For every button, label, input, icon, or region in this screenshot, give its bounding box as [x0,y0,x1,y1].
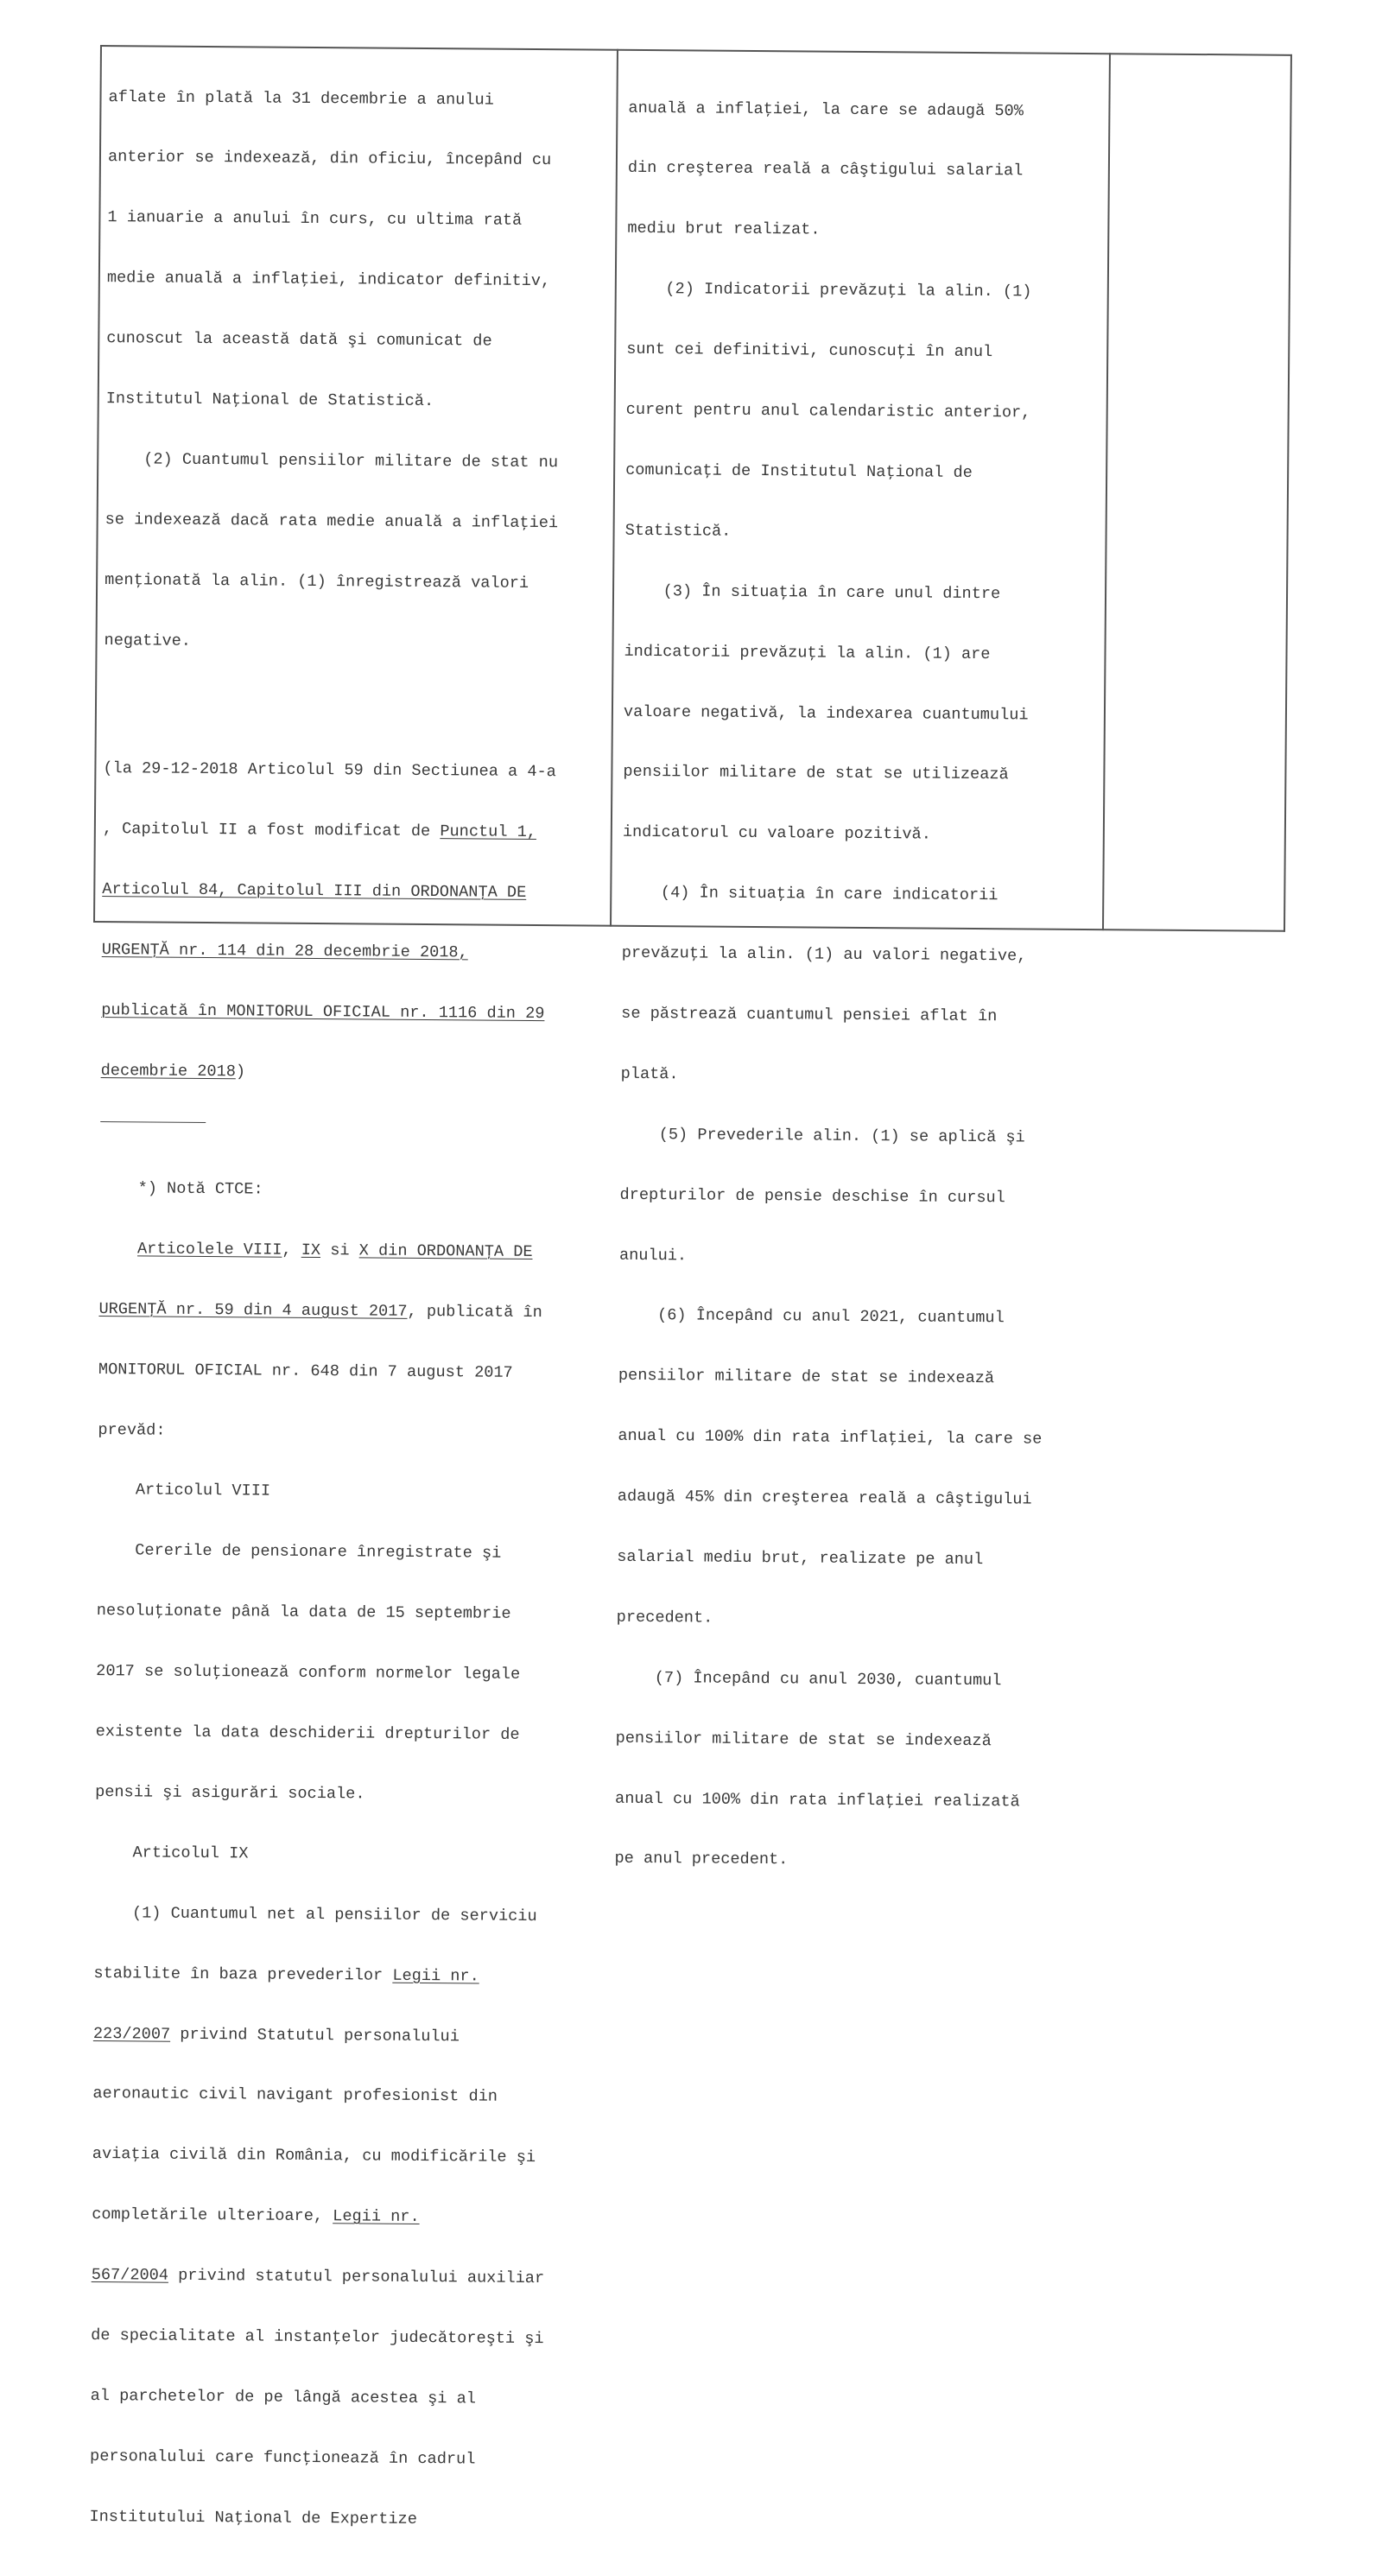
para-text: privind Statutul personalului [170,2025,460,2046]
para-line: pensiilor militare de stat se indexează [615,1729,992,1750]
amendment-text: , Capitolul II a fost modificat de [102,820,441,841]
para-line [93,1964,547,1987]
column-middle-text [614,58,1053,1913]
para-line: personalului care funcţionează în cadrul [89,2446,476,2469]
para-line: pensiilor militare de stat se utilizează [623,763,1009,784]
para-line: anual cu 100% din rata inflaţiei realizată [614,1789,1020,1811]
para-line: aflate în plată la 31 decembrie a anului [108,87,494,110]
para-line: al parchetelor de pe lângă acestea şi al [90,2386,477,2408]
para-text: completările ulterioare, [92,2205,333,2226]
para-text: privind statutul personalului auxiliar [168,2266,545,2288]
para-line: indicatorii prevăzuţi la alin. (1) are [624,642,991,663]
amendment-link[interactable]: Punctul 1, [440,822,537,841]
para-line: 1 ianuarie a anului în curs, cu ultima rată [107,208,523,231]
para-line: anterior se indexează, din oficiu, începând cu [107,148,552,170]
para-line: precedent. [616,1608,713,1627]
amendment-note [101,1061,555,1084]
para-line: comunicaţi de Institutul Naţional de [625,460,973,482]
law-link[interactable]: 223/2007 [92,2024,171,2044]
note-link[interactable]: IX [301,1240,321,1259]
para-line: Cererile de pensionare înregistrate şi [135,1541,502,1564]
para-line: (4) În situaţia în care indicatorii [622,883,998,905]
note-text: si [320,1240,359,1260]
para-line: existente la data deschiderii drepturilor de [95,1723,520,1744]
column-divider-2 [1102,53,1110,930]
para-line: aviaţia civilă din România, cu modificările şi [92,2145,536,2167]
para-line: prevăzuţi la alin. (1) au valori negative, [621,943,1027,966]
note-text: , [282,1240,301,1259]
note-line [99,1239,553,1262]
para-line: adaugă 45% din creşterea reală a câştigului [617,1487,1032,1509]
amendment-text: ) [235,1062,246,1081]
para-line: (7) Începând cu anul 2030, cuantumul [616,1668,1002,1691]
para-line: (2) Cuantumul pensiilor militare de stat nu [143,450,559,473]
para-line: cunoscut la această dată şi comunicat de [106,329,492,351]
para-line: Institutului Naţional de Expertize [89,2507,417,2528]
para-line: anual cu 100% din rata inflaţiei, la care se [618,1426,1043,1449]
para-line: plată. [620,1064,679,1084]
law-link[interactable]: 567/2004 [91,2266,169,2285]
para-line: negative. [104,631,192,650]
table-border-left [93,45,101,923]
para-line: 2017 se soluţionează conform normelor legale [96,1662,521,1685]
para-line: din creşterea reală a câştigului salarial [627,159,1024,181]
para-line: aeronautic civil navigant profesionist din [92,2084,498,2107]
para-text: stabilite în baza prevederilor [93,1964,393,1985]
law-link[interactable]: Legii nr. [392,1966,479,1986]
para-line: pensiilor militare de stat se indexează [618,1367,995,1388]
column-divider-1 [610,49,618,927]
law-link[interactable]: Legii nr. [333,2207,420,2227]
para-line: (6) Începând cu anul 2021, cuantumul [618,1306,1005,1328]
para-line: nesoluţionate până la data de 15 septembrie [96,1602,511,1624]
amendment-note [103,819,556,842]
para-line: curent pentru anul calendaristic anterior, [625,400,1031,422]
table-border-right [1284,54,1291,932]
para-line: anului. [618,1246,688,1265]
comparison-table [89,45,1292,2528]
para-line: (5) Prevederile alin. (1) se aplică şi [620,1125,1025,1147]
para-line: anuală a inflaţiei, la care se adaugă 50% [628,98,1024,120]
para-line [92,2205,545,2228]
para-line: (3) În situaţia în care unul dintre [624,581,1001,603]
para-line: Statistică. [624,521,732,541]
article-title: Articolul VIII [135,1481,271,1501]
note-link[interactable]: Articolele VIII [136,1240,282,1259]
para-line: mediu brut realizat. [627,219,821,239]
article-title: Articolul IX [132,1843,249,1863]
para-line [93,2024,547,2047]
para-line: valoare negativă, la indexarea cuantumului [623,702,1029,724]
para-line: de specialitate al instanţelor judecătoreşti şi [91,2325,544,2349]
amendment-note: (la 29-12-2018 Articolul 59 din Sectiunea a 4-a [103,759,556,782]
para-line [92,2265,545,2288]
amendment-link[interactable]: decembrie 2018 [100,1061,236,1081]
para-line: pensii şi asigurări sociale. [95,1782,365,1804]
para-line: (1) Cuantumul net al pensiilor de serviciu [131,1904,537,1926]
para-line: Institutul Naţional de Statistică. [105,390,434,411]
note-line [98,1299,552,1323]
para-line: menţionată la alin. (1) înregistrează valori [105,570,529,593]
amendment-link[interactable]: URGENŢĂ nr. 114 din 28 decembrie 2018, [101,940,468,962]
amendment-link[interactable]: publicată în MONITORUL OFICIAL nr. 1116 din 29 [101,1000,545,1023]
column-left-text [89,47,561,2571]
para-line: salarial mediu brut, realizate pe anul [617,1547,984,1570]
para-line: pe anul precedent. [614,1850,789,1869]
para-line: se indexează dacă rata medie anuală a inflaţiei [105,510,559,533]
para-line: sunt cei definitivi, cunoscuţi în anul [626,339,993,362]
separator-rule [100,1121,206,1123]
note-title: *) Notă CTCE: [137,1179,263,1199]
note-link[interactable]: X din ORDONANŢA DE [358,1241,533,1261]
para-line: (2) Indicatorii prevăzuţi la alin. (1) [626,280,1032,301]
note-text: , publicată în [407,1302,542,1322]
para-line: medie anuală a inflaţiei, indicator definitiv, [106,269,551,291]
para-line: drepturilor de pensie deschise în cursul [619,1185,1005,1207]
note-link[interactable]: URGENŢĂ nr. 59 din 4 august 2017 [98,1299,408,1321]
note-line: MONITORUL OFICIAL nr. 648 din 7 august 2017 [98,1360,513,1382]
para-line: se păstrează cuantumul pensiei aflat în [621,1004,998,1026]
note-line: prevăd: [98,1420,166,1440]
amendment-link[interactable]: Articolul 84, Capitolul III din ORDONANŢA DE [102,879,527,902]
para-line: indicatorul cu valoare pozitivă. [622,823,931,844]
